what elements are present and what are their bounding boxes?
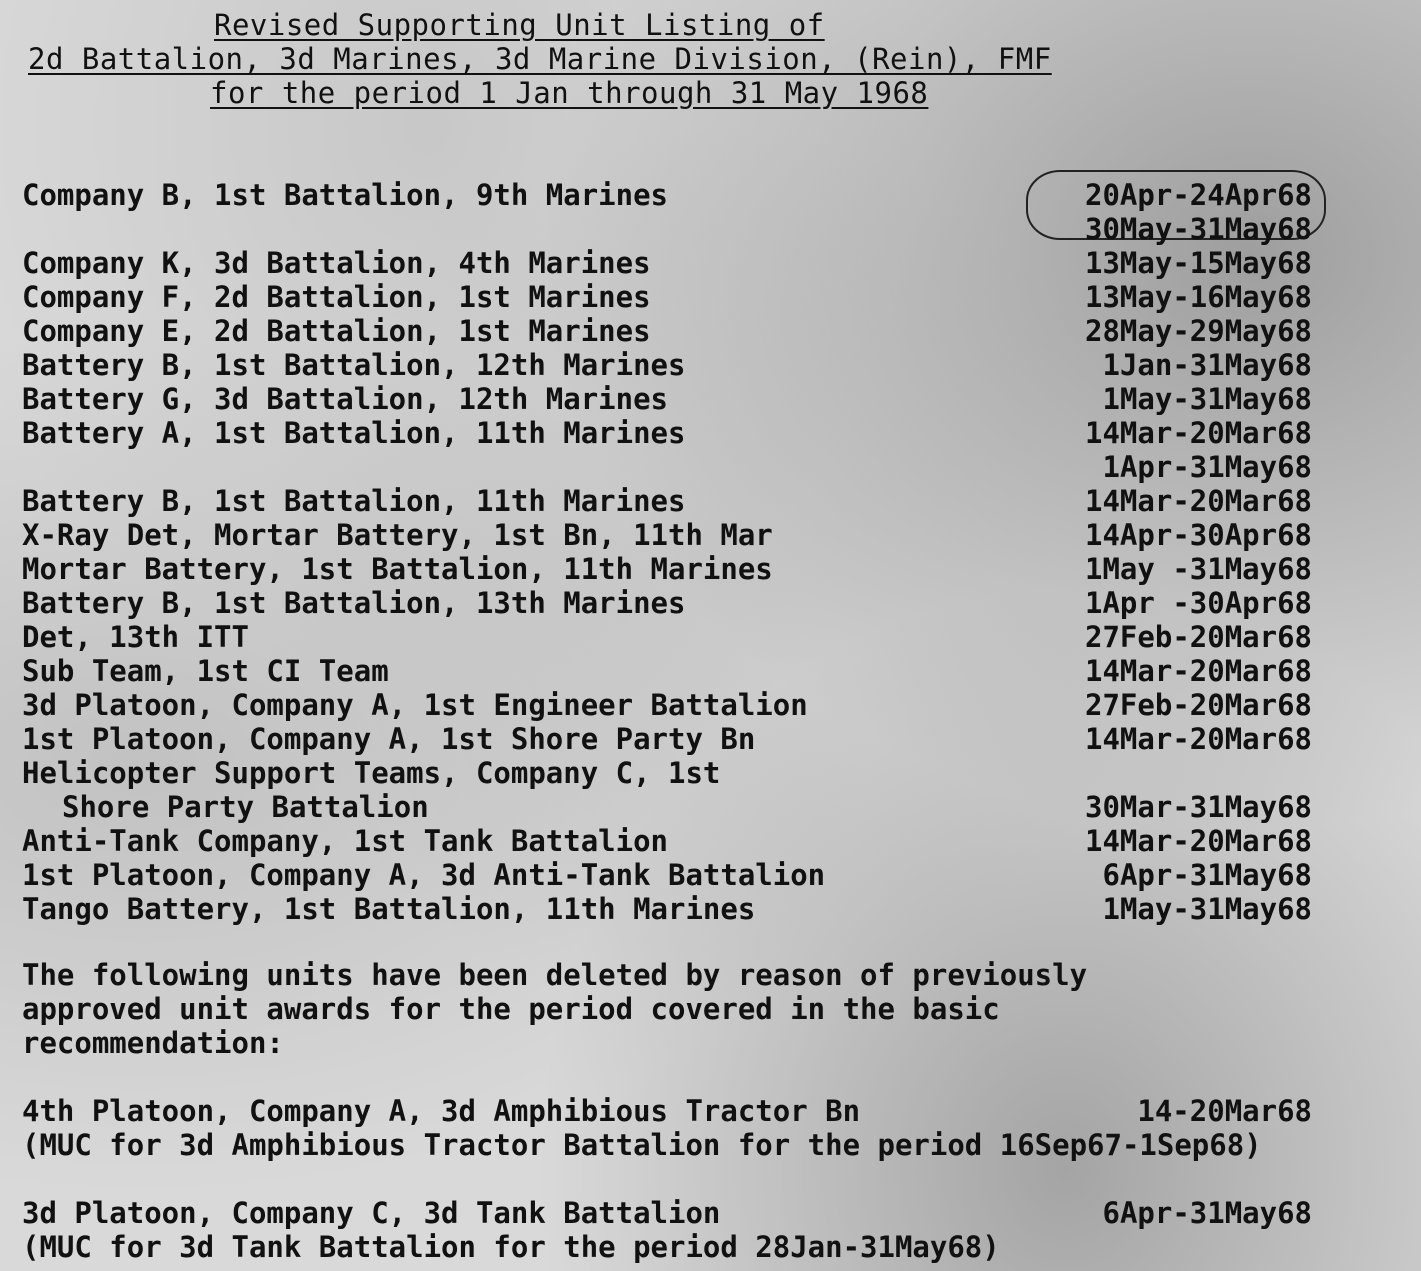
unit-period: 14Mar-20Mar68 <box>1085 654 1312 688</box>
unit-period: 14Mar-20Mar68 <box>1085 416 1312 450</box>
unit-period: 1May-31May68 <box>1102 382 1312 416</box>
unit-period: 20Apr-24Apr68 <box>1085 178 1312 212</box>
unit-row <box>22 790 1312 824</box>
unit-name: 1st Platoon, Company A, 1st Shore Party Bn <box>22 722 756 756</box>
unit-name: Anti-Tank Company, 1st Tank Battalion <box>22 824 669 858</box>
unit-period: 14Apr-30Apr68 <box>1085 518 1312 552</box>
unit-name: Company K, 3d Battalion, 4th Marines <box>22 246 651 280</box>
unit-name: Battery B, 1st Battalion, 13th Marines <box>22 586 686 620</box>
unit-period: 13May-15May68 <box>1085 246 1312 280</box>
unit-row <box>22 892 1312 926</box>
unit-period: 1Jan-31May68 <box>1102 348 1312 382</box>
unit-row <box>22 348 1312 382</box>
unit-row <box>22 314 1312 348</box>
unit-name: Helicopter Support Teams, Company C, 1st <box>22 756 721 790</box>
deleted-unit-note: (MUC for 3d Tank Battalion for the period 28Jan-31May68) <box>22 1230 1000 1264</box>
deleted-unit-row <box>22 1196 1312 1230</box>
unit-row <box>22 484 1312 518</box>
unit-row <box>22 620 1312 654</box>
unit-period: 14Mar-20Mar68 <box>1085 824 1312 858</box>
unit-row <box>22 416 1312 450</box>
unit-row <box>22 382 1312 416</box>
unit-row <box>22 178 1312 212</box>
unit-period: 1May-31May68 <box>1102 892 1312 926</box>
unit-period: 6Apr-31May68 <box>1102 1196 1312 1230</box>
unit-row <box>22 518 1312 552</box>
document-title: Revised Supporting Unit Listing of <box>214 8 825 42</box>
unit-name: Battery B, 1st Battalion, 11th Marines <box>22 484 686 518</box>
deleted-unit-note: (MUC for 3d Amphibious Tractor Battalion for the period 16Sep67-1Sep68) <box>22 1128 1262 1162</box>
unit-name-continued: Shore Party Battalion <box>62 790 429 824</box>
unit-period: 14Mar-20Mar68 <box>1085 484 1312 518</box>
unit-name: Battery B, 1st Battalion, 12th Marines <box>22 348 686 382</box>
unit-period: 14Mar-20Mar68 <box>1085 722 1312 756</box>
unit-name: Battery A, 1st Battalion, 11th Marines <box>22 416 686 450</box>
deleted-unit-row <box>22 1094 1312 1128</box>
unit-period: 27Feb-20Mar68 <box>1085 620 1312 654</box>
unit-period-secondary: 1Apr-31May68 <box>1102 450 1312 484</box>
unit-period: 1May -31May68 <box>1085 552 1312 586</box>
unit-row <box>22 246 1312 280</box>
unit-period: 14-20Mar68 <box>1137 1094 1312 1128</box>
unit-name: X-Ray Det, Mortar Battery, 1st Bn, 11th Mar <box>22 518 773 552</box>
unit-row <box>22 688 1312 722</box>
unit-period: 6Apr-31May68 <box>1102 858 1312 892</box>
document-subtitle: 2d Battalion, 3d Marines, 3d Marine Division, (Rein), FMF <box>28 42 1052 76</box>
unit-row <box>22 654 1312 688</box>
unit-period: 13May-16May68 <box>1085 280 1312 314</box>
unit-row <box>22 552 1312 586</box>
unit-period: 28May-29May68 <box>1085 314 1312 348</box>
unit-period-secondary: 30May-31May68 <box>1085 212 1312 246</box>
unit-name: Company B, 1st Battalion, 9th Marines <box>22 178 669 212</box>
unit-name: Company F, 2d Battalion, 1st Marines <box>22 280 651 314</box>
paragraph-line: recommendation: <box>22 1026 284 1060</box>
unit-name: Battery G, 3d Battalion, 12th Marines <box>22 382 669 416</box>
unit-name: 3d Platoon, Company C, 3d Tank Battalion <box>22 1196 721 1230</box>
unit-row <box>22 824 1312 858</box>
document-period: for the period 1 Jan through 31 May 1968 <box>210 76 929 110</box>
unit-row <box>22 858 1312 892</box>
unit-period: 1Apr -30Apr68 <box>1085 586 1312 620</box>
unit-name: Sub Team, 1st CI Team <box>22 654 389 688</box>
unit-name: Det, 13th ITT <box>22 620 249 654</box>
paragraph-line: The following units have been deleted by reason of previously <box>22 958 1088 992</box>
unit-name: 3d Platoon, Company A, 1st Engineer Battalion <box>22 688 808 722</box>
unit-row <box>22 280 1312 314</box>
unit-name: 1st Platoon, Company A, 3d Anti-Tank Battalion <box>22 858 826 892</box>
unit-name: 4th Platoon, Company A, 3d Amphibious Tractor Bn <box>22 1094 861 1128</box>
unit-row <box>22 756 1312 790</box>
unit-name: Company E, 2d Battalion, 1st Marines <box>22 314 651 348</box>
unit-period: 30Mar-31May68 <box>1085 790 1312 824</box>
unit-row <box>22 722 1312 756</box>
unit-period: 27Feb-20Mar68 <box>1085 688 1312 722</box>
paragraph-line: approved unit awards for the period covered in the basic <box>22 992 1000 1026</box>
unit-name: Mortar Battery, 1st Battalion, 11th Marines <box>22 552 773 586</box>
unit-row <box>22 586 1312 620</box>
unit-name: Tango Battery, 1st Battalion, 11th Marines <box>22 892 756 926</box>
